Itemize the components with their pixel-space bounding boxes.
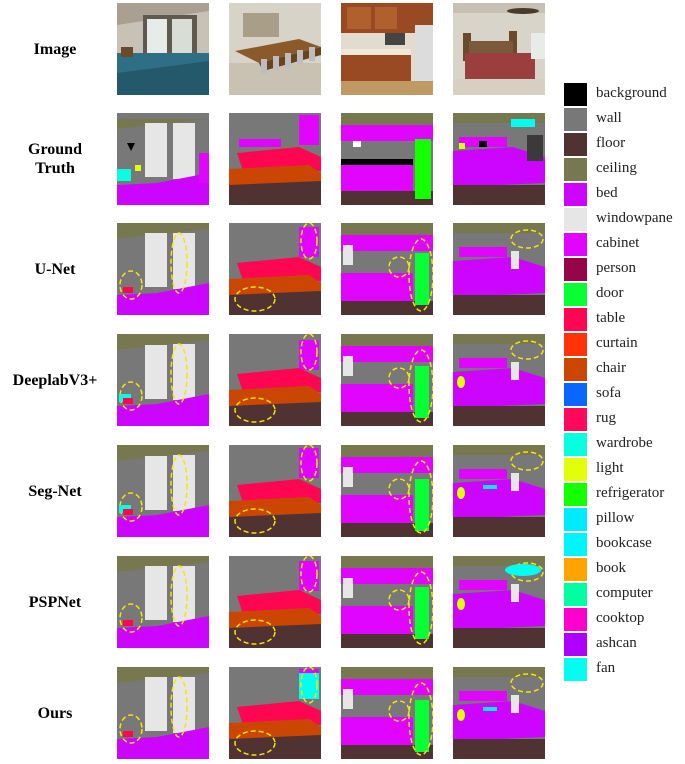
legend-swatch bbox=[564, 483, 587, 506]
tile-graphic bbox=[341, 667, 433, 759]
legend-item bbox=[564, 607, 684, 632]
segmentation-tile bbox=[453, 334, 545, 426]
legend-item bbox=[564, 482, 684, 507]
segmentation-tile bbox=[117, 223, 209, 315]
legend-label: floor bbox=[596, 135, 626, 151]
segmentation-tile bbox=[117, 334, 209, 426]
row-label: Seg-Net bbox=[28, 482, 82, 500]
legend-item bbox=[564, 332, 684, 357]
legend-item bbox=[564, 582, 684, 607]
legend-label: bookcase bbox=[596, 535, 652, 551]
legend-swatch bbox=[564, 533, 587, 556]
row-label: Image bbox=[33, 40, 77, 58]
tile-graphic bbox=[229, 223, 321, 315]
input-image-tile bbox=[117, 3, 209, 95]
segmentation-tile bbox=[229, 223, 321, 315]
legend-label: windowpane bbox=[596, 210, 673, 226]
tile-graphic bbox=[453, 556, 545, 648]
segmentation-tile bbox=[229, 667, 321, 759]
input-image-tile bbox=[453, 3, 545, 95]
color-legend bbox=[564, 82, 684, 682]
tile-graphic bbox=[453, 445, 545, 537]
legend-item bbox=[564, 407, 684, 432]
segmentation-tile bbox=[453, 113, 545, 205]
legend-label: table bbox=[596, 310, 626, 326]
segmentation-tile bbox=[453, 445, 545, 537]
legend-label: wall bbox=[596, 110, 622, 126]
legend-label: cooktop bbox=[596, 610, 645, 626]
legend-label: ashcan bbox=[596, 635, 637, 651]
legend-swatch bbox=[564, 108, 587, 131]
legend-label: wardrobe bbox=[596, 435, 653, 451]
segmentation-tile bbox=[341, 556, 433, 648]
segmentation-tile bbox=[453, 667, 545, 759]
segmentation-tile bbox=[341, 445, 433, 537]
legend-label: rug bbox=[596, 410, 616, 426]
segmentation-tile bbox=[117, 113, 209, 205]
row-label: Ours bbox=[37, 704, 73, 722]
tile-graphic bbox=[117, 3, 209, 95]
segmentation-tile bbox=[341, 223, 433, 315]
legend-swatch bbox=[564, 658, 587, 681]
legend-label: background bbox=[596, 85, 667, 101]
tile-graphic bbox=[341, 113, 433, 205]
tile-graphic bbox=[453, 113, 545, 205]
legend-item bbox=[564, 132, 684, 157]
segmentation-tile bbox=[341, 667, 433, 759]
row-label: Ground Truth bbox=[28, 141, 82, 177]
tile-graphic bbox=[453, 3, 545, 95]
legend-label: chair bbox=[596, 360, 626, 376]
legend-item bbox=[564, 182, 684, 207]
segmentation-tile bbox=[117, 445, 209, 537]
tile-graphic bbox=[341, 223, 433, 315]
legend-label: door bbox=[596, 285, 624, 301]
legend-item bbox=[564, 557, 684, 582]
legend-swatch bbox=[564, 208, 587, 231]
tile-graphic bbox=[453, 334, 545, 426]
legend-label: light bbox=[596, 460, 624, 476]
legend-item bbox=[564, 632, 684, 657]
legend-label: cabinet bbox=[596, 235, 640, 251]
segmentation-tile bbox=[229, 445, 321, 537]
input-image-tile bbox=[341, 3, 433, 95]
tile-graphic bbox=[229, 556, 321, 648]
tile-graphic bbox=[341, 334, 433, 426]
legend-swatch bbox=[564, 158, 587, 181]
tile-graphic bbox=[341, 445, 433, 537]
legend-swatch bbox=[564, 408, 587, 431]
segmentation-tile bbox=[229, 334, 321, 426]
row-label: DeeplabV3+ bbox=[12, 371, 98, 389]
legend-item bbox=[564, 157, 684, 182]
legend-swatch bbox=[564, 183, 587, 206]
tile-graphic bbox=[117, 113, 209, 205]
segmentation-tile bbox=[117, 556, 209, 648]
legend-label: fan bbox=[596, 660, 616, 676]
legend-swatch bbox=[564, 333, 587, 356]
legend-swatch bbox=[564, 433, 587, 456]
legend-item bbox=[564, 507, 684, 532]
legend-item bbox=[564, 357, 684, 382]
segmentation-tile bbox=[453, 223, 545, 315]
legend-swatch bbox=[564, 133, 587, 156]
tile-graphic bbox=[229, 667, 321, 759]
tile-graphic bbox=[117, 556, 209, 648]
legend-item bbox=[564, 82, 684, 107]
tile-graphic bbox=[229, 334, 321, 426]
tile-graphic bbox=[117, 223, 209, 315]
legend-swatch bbox=[564, 83, 587, 106]
legend-item bbox=[564, 207, 684, 232]
tile-graphic bbox=[229, 113, 321, 205]
tile-graphic bbox=[453, 223, 545, 315]
legend-label: ceiling bbox=[596, 160, 637, 176]
legend-item bbox=[564, 432, 684, 457]
legend-item bbox=[564, 307, 684, 332]
legend-swatch bbox=[564, 508, 587, 531]
tile-graphic bbox=[117, 445, 209, 537]
tile-graphic bbox=[229, 3, 321, 95]
tile-graphic bbox=[453, 667, 545, 759]
legend-swatch bbox=[564, 633, 587, 656]
legend-item bbox=[564, 232, 684, 257]
legend-item bbox=[564, 382, 684, 407]
input-image-tile bbox=[229, 3, 321, 95]
legend-label: refrigerator bbox=[596, 485, 665, 501]
legend-swatch bbox=[564, 358, 587, 381]
legend-label: person bbox=[596, 260, 636, 276]
legend-label: sofa bbox=[596, 385, 621, 401]
legend-label: pillow bbox=[596, 510, 635, 526]
legend-swatch bbox=[564, 583, 587, 606]
segmentation-tile bbox=[453, 556, 545, 648]
legend-label: bed bbox=[596, 185, 618, 201]
legend-swatch bbox=[564, 558, 587, 581]
segmentation-tile bbox=[341, 113, 433, 205]
legend-item bbox=[564, 657, 684, 682]
legend-swatch bbox=[564, 308, 587, 331]
legend-item bbox=[564, 457, 684, 482]
legend-swatch bbox=[564, 233, 587, 256]
tile-graphic bbox=[341, 556, 433, 648]
segmentation-tile bbox=[117, 667, 209, 759]
legend-swatch bbox=[564, 283, 587, 306]
segmentation-tile bbox=[229, 556, 321, 648]
legend-swatch bbox=[564, 383, 587, 406]
row-label: U-Net bbox=[34, 260, 76, 278]
segmentation-tile bbox=[229, 113, 321, 205]
legend-swatch bbox=[564, 458, 587, 481]
legend-item bbox=[564, 107, 684, 132]
legend-item bbox=[564, 257, 684, 282]
legend-swatch bbox=[564, 258, 587, 281]
tile-graphic bbox=[117, 334, 209, 426]
legend-item bbox=[564, 532, 684, 557]
legend-label: curtain bbox=[596, 335, 638, 351]
legend-label: book bbox=[596, 560, 626, 576]
tile-graphic bbox=[117, 667, 209, 759]
tile-graphic bbox=[341, 3, 433, 95]
legend-swatch bbox=[564, 608, 587, 631]
legend-label: computer bbox=[596, 585, 653, 601]
tile-graphic bbox=[229, 445, 321, 537]
segmentation-tile bbox=[341, 334, 433, 426]
legend-item bbox=[564, 282, 684, 307]
row-label: PSPNet bbox=[28, 593, 82, 611]
